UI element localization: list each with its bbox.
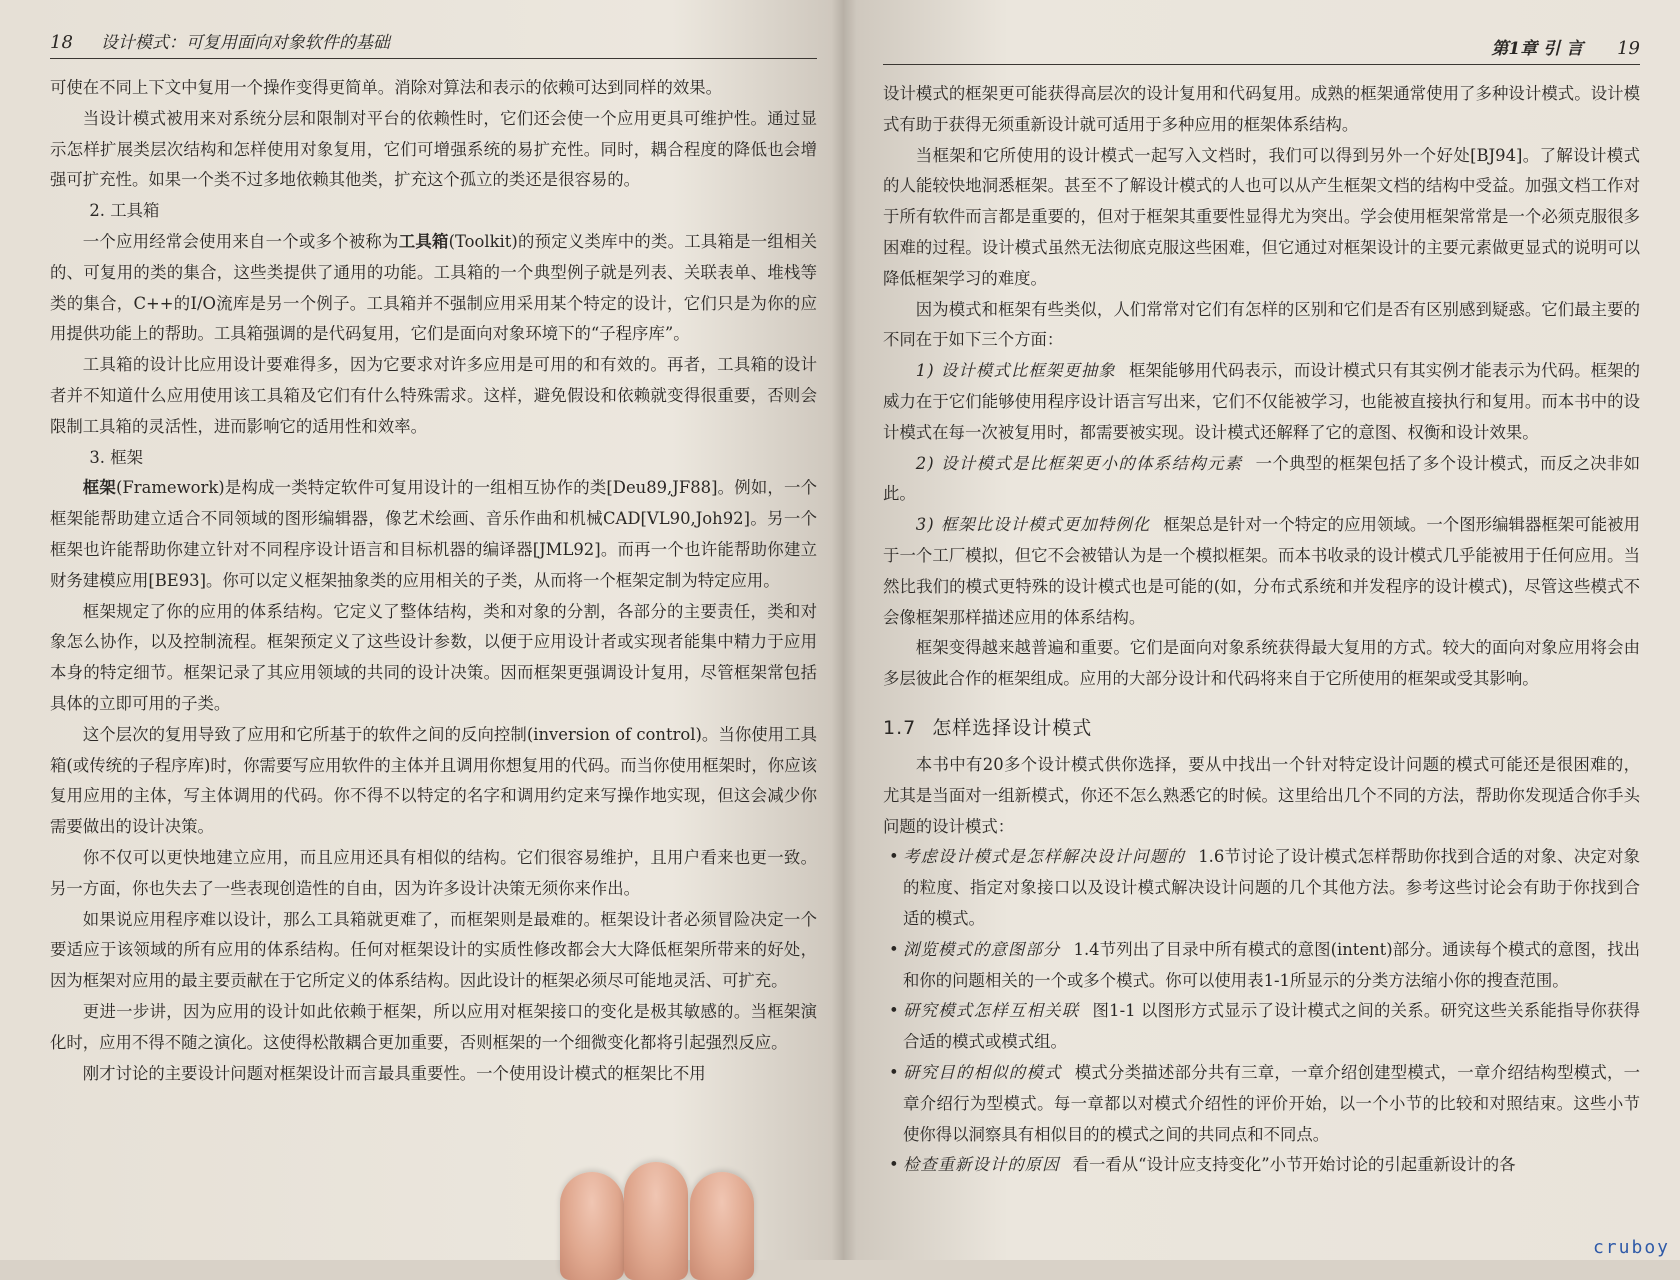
text-run: (Toolkit)的预定义类库中的类。工具箱是一组相关的、可复用的类的集合，这些类提供了通用的功能。工具箱的一个典型例子就是列表、关联表单、堆栈等类的集合，C++的I/O流库是另一个例子。工具箱并不强制应用采用某个特定的设计，它们只是为你的应用提供功能上的帮助。工具箱强调的是代码复用，它们是面向对象环境下的“子程序库”。 [50, 231, 818, 344]
list-item-text: 图1-1 以图形方式显示了设计模式之间的关系。研究这些关系能指导你获得合适的模式或模式组。 [903, 1001, 1641, 1052]
list-item [903, 1150, 1640, 1181]
section-heading [883, 713, 1640, 740]
list-item [903, 996, 1640, 1058]
finger [690, 1172, 754, 1280]
paragraph: 本书中有20多个设计模式供你选择，要从中找出一个针对特定设计问题的模式可能还是很困难的，尤其是当面对一组新模式，你还不怎么熟悉它的时候。这里给出几个不同的方法，帮助你发现适合你手头问题的设计模式： [883, 754, 1640, 836]
chapter-title: 第1章 引 言 [1491, 39, 1584, 59]
paragraph: 工具箱的设计比应用设计要难得多，因为它要求对许多应用是可用的和有效的。再者，工具箱的设计者并不知道什么应用使用该工具箱及它们有什么特殊需求。这样，避免假设和依赖就变得很重要，否则会限制工具箱的灵活性，进而影响它的适用性和效率。 [50, 355, 817, 436]
watermark: cruboy [1592, 1237, 1670, 1258]
subsection-heading-toolkit: 2. 工具箱 [89, 201, 160, 221]
list-item [903, 842, 1640, 934]
text-run: (Framework)是构成一类特定软件可复用设计的一组相互协作的类[Deu89,JF88]。例如，一个框架能帮助建立适合不同领域的图形编辑器，像艺术绘画、音乐作曲和机械CAD[VL90,Joh92]。另一个框架也许能帮助你建立针对不同程序设计语言和目标机器的编译器[JML92]。而再一个也许能帮助你建立财务建模应用[BE93]。你可以定义框架抽象类的应用相关的子类，从而将一个框架定制为特定应用。 [50, 478, 818, 590]
finger [560, 1172, 624, 1280]
paragraph: 这个层次的复用导致了应用和它所基于的软件之间的反向控制(inversion of control)。当你使用工具箱(或传统的子程序库)时，你需要写应用软件的主体并且调用你想复用的代码。而当你使用框架时，你应该复用应用的主体，写主体调用的代码。你不得不以特定的名字和调用约定来写操作地实现，但这会减少你需要做出的设计决策。 [50, 724, 817, 837]
list-item-title: 考虑设计模式是怎样解决设计问题的 [903, 847, 1186, 867]
text-run: 一个应用经常会使用来自一个或多个被称为 [82, 231, 399, 251]
difference-text: 框架能够用代码表示，而设计模式只有其实例才能表示为代码。框架的威力在于它们能够使用程序设计语言写出来，它们不仅能被学习，也能被直接执行和复用。而本书中的设计模式在每一次被复用时，都需要被实现。设计模式还解释了它的意图、权衡和设计效果。 [883, 361, 1640, 442]
difference-text: 框架总是针对一个特定的应用领域。一个图形编辑器框架可能被用于一个工厂模拟，但它不会被错认为是一个模拟框架。而本书收录的设计模式几乎能被用于任何应用。当然比我们的模式更特殊的设计模式也是可能的(如，分布式系统和并发程序的设计模式)，尽管这些模式不会像框架那样描述应用的体系结构。 [883, 515, 1640, 627]
difference-title: 2) 设计模式是比框架更小的体系结构元素 [915, 453, 1243, 473]
paragraph: 你不仅可以更快地建立应用，而且应用还具有相似的结构。它们很容易维护，且用户看来也更一致。另一方面，你也失去了一些表现创造性的自由，因为许多设计决策无须你来作出。 [50, 847, 817, 898]
right-page-number: 19 [1617, 38, 1640, 59]
list-item-title: 研究模式怎样互相关联 [903, 1001, 1080, 1021]
difference-item-3 [883, 510, 1640, 633]
paragraph: 设计模式的框架更可能获得高层次的设计复用和代码复用。成熟的框架通常使用了多种设计模式。设计模式有助于获得无须重新设计就可适用于多种应用的框架体系结构。 [883, 84, 1640, 134]
paragraph: 刚才讨论的主要设计问题对框架设计而言最具重要性。一个使用设计模式的框架比不用 [82, 1063, 706, 1083]
difference-item-1 [883, 356, 1640, 448]
right-page-header [883, 34, 1640, 65]
paragraph: 因为模式和框架有些类似，人们常常对它们有怎样的区别和它们是否有区别感到疑惑。它们最主要的不同在于如下三个方面： [883, 299, 1640, 350]
paragraph: 如果说应用程序难以设计，那么工具箱就更难了，而框架则是最难的。框架设计者必须冒险决定一个要适应于该领域的所有应用的体系结构。任何对框架设计的实质性修改都会大大降低框架所带来的好处，因为框架对应用的最主要贡献在于它所定义的体系结构。因此设计的框架必须尽可能地灵活、可扩充。 [50, 909, 817, 991]
difference-title: 1) 设计模式比框架更抽象 [915, 361, 1116, 381]
right-page [845, 0, 1680, 1260]
list-item-title: 浏览模式的意图部分 [903, 939, 1061, 959]
left-page [0, 0, 835, 1260]
list-item-text: 1.4节列出了目录中所有模式的意图(intent)部分。通读每个模式的意图，找出和你的问题相关的一个或多个模式。你可以使用表1-1所显示的分类方法缩小你的搜查范围。 [903, 939, 1640, 990]
book-title: 设计模式：可复用面向对象软件的基础 [100, 33, 390, 53]
list-item [903, 1058, 1640, 1150]
paragraph: 当框架和它所使用的设计模式一起写入文档时，我们可以得到另外一个好处[BJ94]。了解设计模式的人能较快地洞悉框架。甚至不了解设计模式的人也可以从产生框架文档的结构中受益。加强文档工作对于所有软件而言都是重要的，但对于框架其重要性显得尤为突出。学会使用框架常常是一个必须克服很多困难的过程。设计模式虽然无法彻底克服这些困难，但它通过对框架设计的主要元素做更显式的说明可以降低框架学习的难度。 [883, 145, 1640, 288]
finger [624, 1162, 688, 1280]
paragraph: 更进一步讲，因为应用的设计如此依赖于框架，所以应用对框架接口的变化是极其敏感的。当框架演化时，应用不得不随之演化。这使得松散耦合更加重要，否则框架的一个细微变化都将引起强烈反应。 [50, 1001, 817, 1052]
section-number: 1.7 [883, 716, 917, 739]
approach-list [883, 842, 1640, 1181]
section-title: 怎样选择设计模式 [932, 716, 1093, 739]
list-item-title: 检查重新设计的原因 [903, 1155, 1060, 1175]
list-item-text: 看一看从“设计应支持变化”小节开始讨论的引起重新设计的各 [1072, 1155, 1516, 1175]
list-item-text: 模式分类描述部分共有三章，一章介绍创建型模式，一章介绍结构型模式，一章介绍行为型模式。每一章都以对模式介绍性的评价开始，以一个小节的比较和对照结束。这些小节使你得以洞察具有相似目的的模式之间的共同点和不同点。 [903, 1062, 1641, 1144]
list-item [903, 935, 1640, 997]
term-framework: 框架 [82, 478, 116, 498]
list-item-title: 研究目的相似的模式 [903, 1062, 1062, 1082]
list-item-text: 1.6节讨论了设计模式怎样帮助你找到合适的对象、决定对象的粒度、指定对象接口以及设计模式解决设计问题的几个其他方法。参考这些讨论会有助于你找到合适的模式。 [903, 847, 1640, 928]
left-page-header [50, 28, 817, 59]
paragraph: 框架规定了你的应用的体系结构。它定义了整体结构，类和对象的分割，各部分的主要责任，类和对象怎么协作，以及控制流程。框架预定义了这些设计参数，以便于应用设计者或实现者能集中精力于应用本身的特定细节。框架记录了其应用领域的共同的设计决策。因而框架更强调设计复用，尽管框架常包括具体的立即可用的子类。 [50, 601, 817, 713]
difference-title: 3) 框架比设计模式更加特例化 [915, 515, 1151, 535]
paragraph: 当设计模式被用来对系统分层和限制对平台的依赖性时，它们还会使一个应用更具可维护性。通过显示怎样扩展类层次结构和怎样使用对象复用，它们可增强系统的易扩充性。同时，耦合程度的降低也会增强可扩充性。如果一个类不过多地依赖其他类，扩充这个孤立的类还是很容易的。 [50, 108, 817, 190]
subsection-heading-framework: 3. 框架 [89, 447, 143, 467]
paragraph: 可使在不同上下文中复用一个操作变得更简单。消除对算法和表示的依赖可达到同样的效果。 [50, 78, 723, 97]
fingers-holding-book [560, 1150, 800, 1260]
paragraph [50, 227, 817, 350]
difference-item-2 [883, 449, 1640, 511]
paragraph [50, 473, 817, 596]
left-page-number: 18 [50, 32, 73, 53]
paragraph: 框架变得越来越普遍和重要。它们是面向对象系统获得最大复用的方式。较大的面向对象应用将会由多层彼此合作的框架组成。应用的大部分设计和代码将来自于它所使用的框架或受其影响。 [883, 638, 1640, 689]
term-toolkit: 工具箱 [398, 231, 449, 251]
difference-text: 一个典型的框架包括了多个设计模式，而反之决非如此。 [883, 453, 1640, 504]
